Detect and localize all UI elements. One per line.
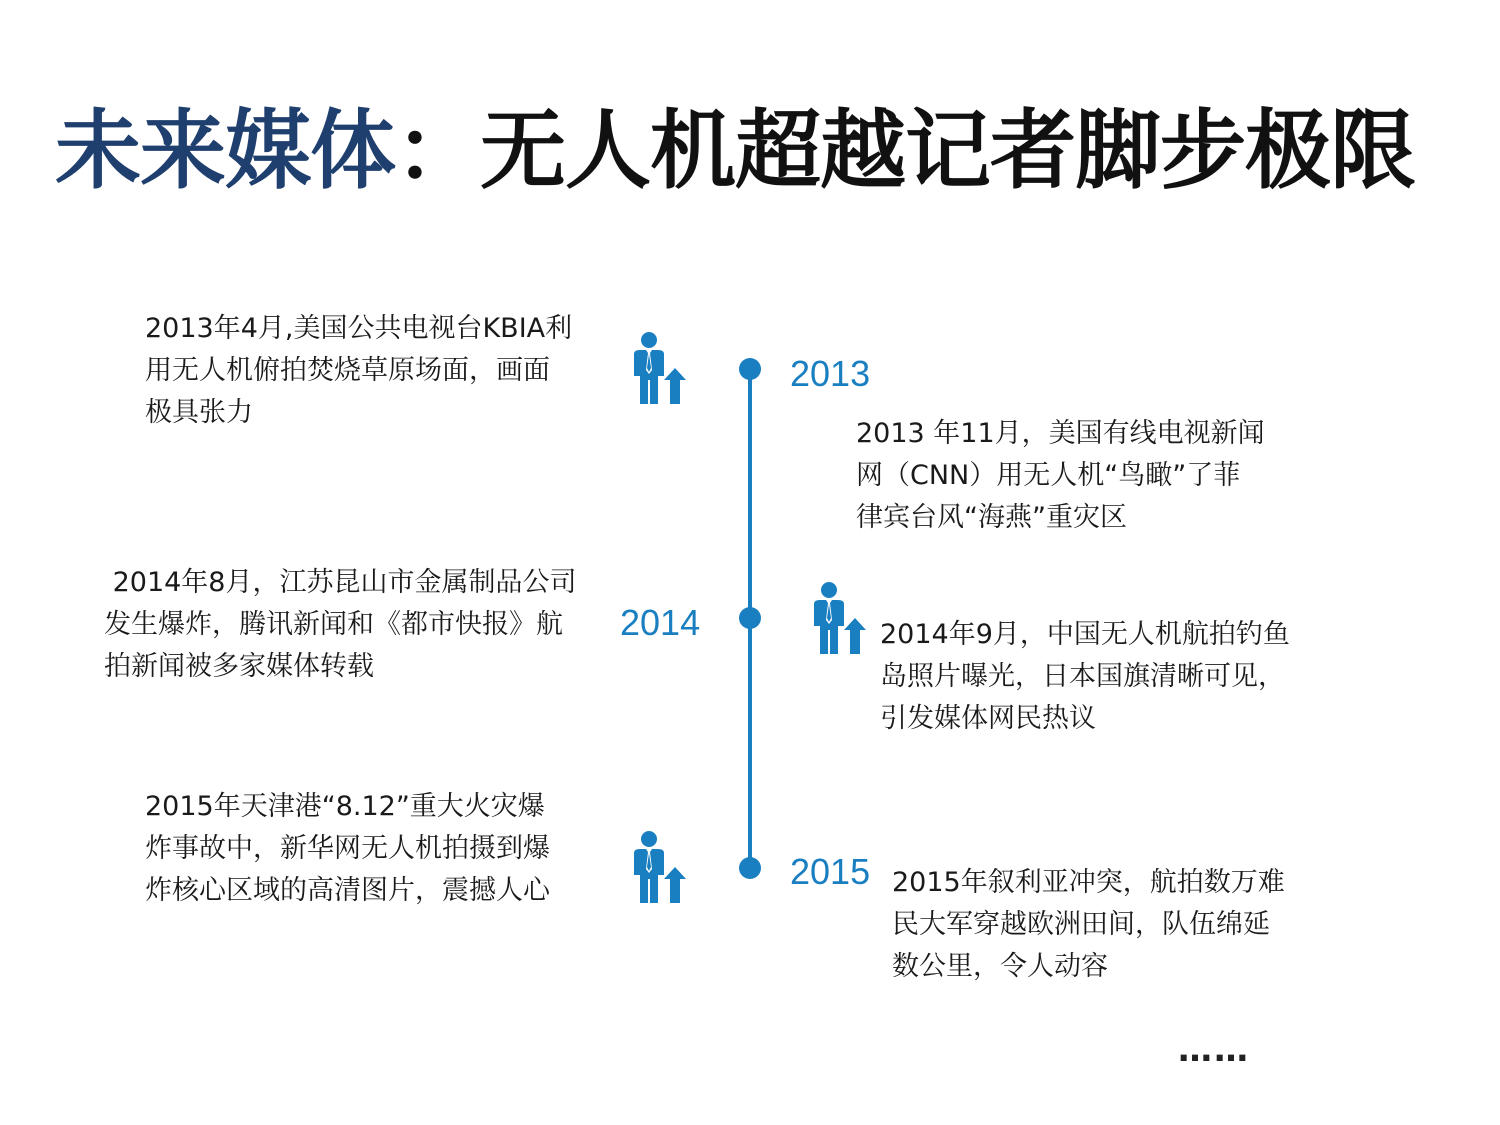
event-2013-april: 2013年4月,美国公共电视台KBIA利 用无人机俯拍焚烧草原场面，画面 极具张力 (145, 313, 573, 428)
year-label-2014: 2014 (620, 602, 701, 643)
businessman-growth-icon (630, 829, 690, 907)
year-label-2015: 2015 (790, 851, 871, 892)
year-label-2013: 2013 (790, 353, 871, 394)
page-title (55, 96, 1415, 206)
event-2015-tianjin: 2015年天津港“8.12”重大火灾爆 炸事故中，新华网无人机拍摄到爆 炸核心区域的高清图片，震撼人心 (145, 791, 550, 906)
continuation-ellipsis: …… (1178, 1030, 1250, 1070)
event-2015-syria: 2015年叙利亚冲突，航拍数万难 民大军穿越欧洲田间，队伍绵延 数公里，令人动容 (892, 867, 1285, 982)
timeline-dot-2014 (739, 607, 761, 629)
timeline-dot-2013 (739, 358, 761, 380)
title-highlight: 未来媒体 (55, 101, 395, 201)
event-2014-august: 2014年8月，江苏昆山市金属制品公司 发生爆炸，腾讯新闻和《都市快报》航 拍新闻被多家媒体转载 (104, 567, 577, 682)
businessman-growth-icon (810, 580, 870, 658)
businessman-growth-icon (630, 330, 690, 408)
event-2014-september: 2014年9月，中国无人机航拍钓鱼 岛照片曝光，日本国旗清晰可见， 引发媒体网民热议 (880, 619, 1290, 734)
event-2013-november: 2013 年11月，美国有线电视新闻 网（CNN）用无人机“鸟瞰”了菲 律宾台风“海燕”重灾区 (856, 418, 1265, 533)
title-rest: ：无人机超越记者脚步极限 (395, 101, 1415, 201)
timeline-dot-2015 (739, 857, 761, 879)
